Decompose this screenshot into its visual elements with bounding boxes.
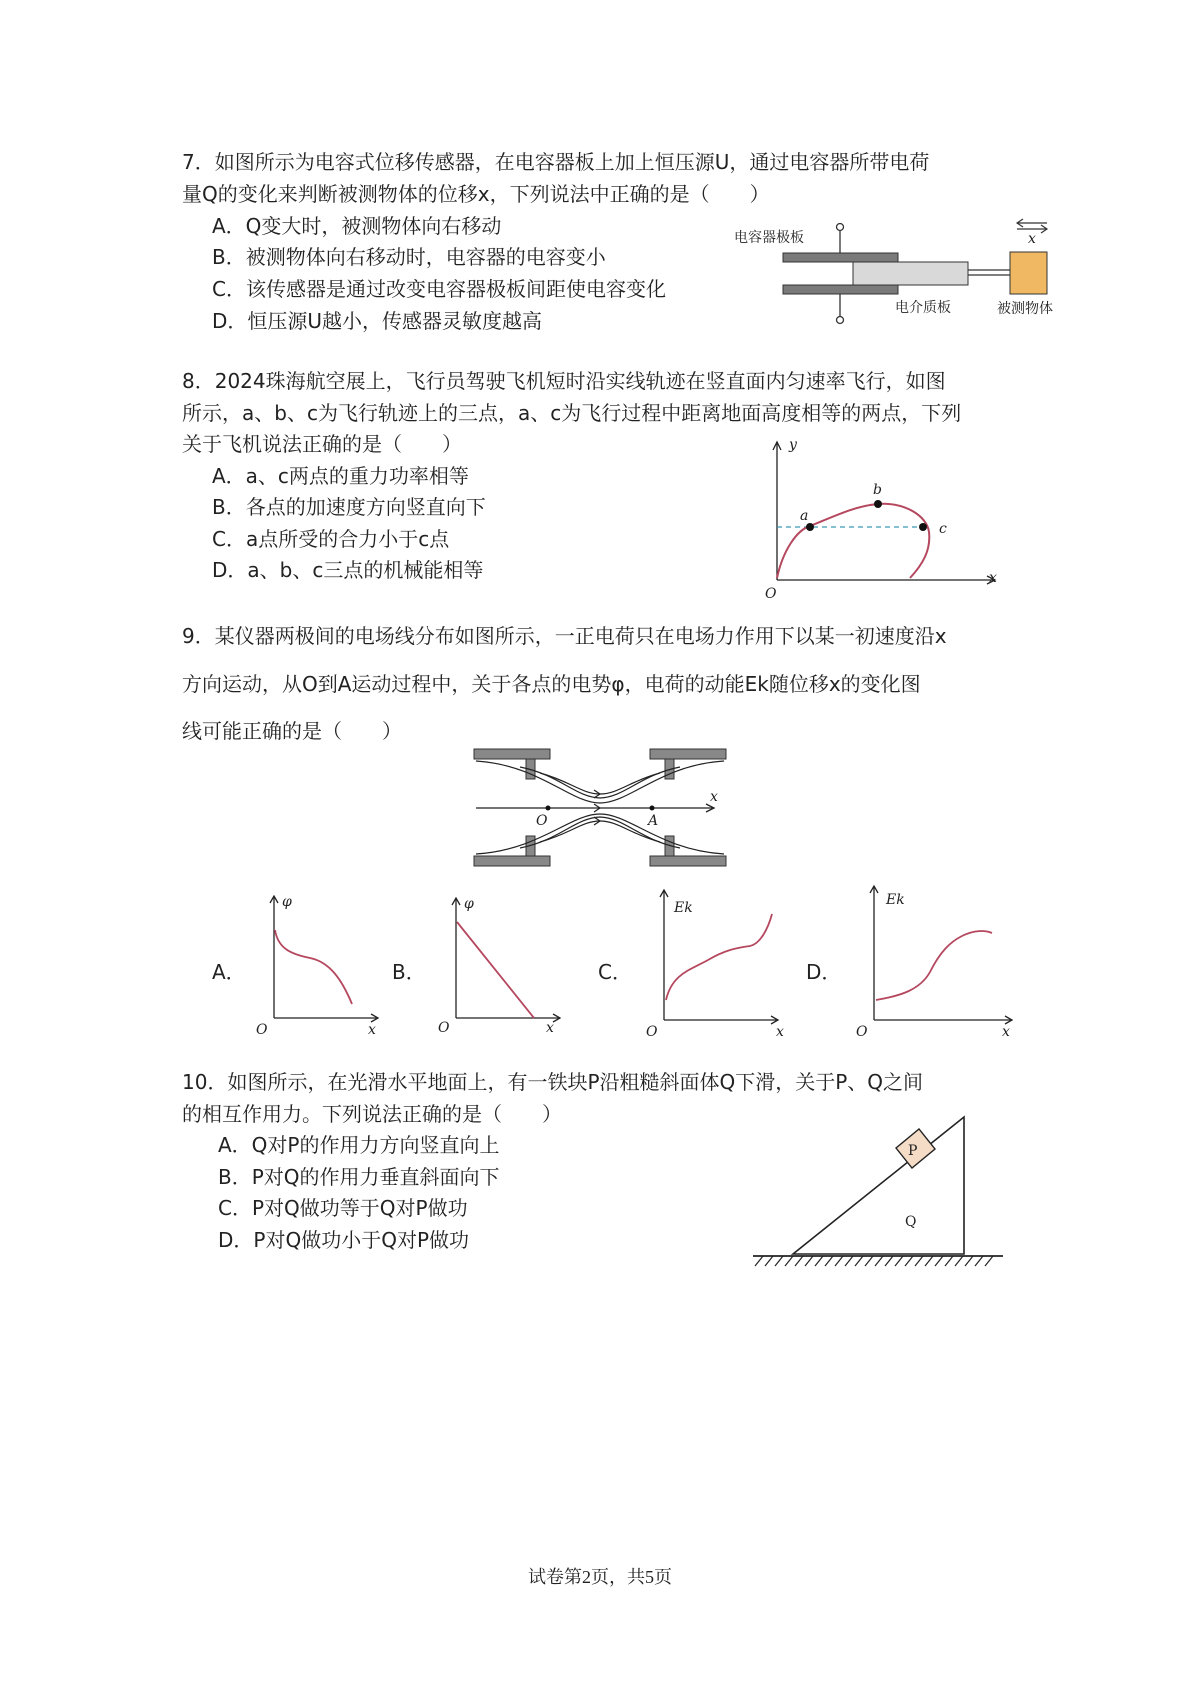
q9-stem-line3: 线可能正确的是（ ） xyxy=(182,719,402,743)
q7-object-label: 被测物体 xyxy=(997,301,1053,317)
q7-stem-line2: 量Q的变化来判断被测物体的位移x，下列说法中正确的是（ ） xyxy=(182,182,770,206)
q7-arrow-label: x xyxy=(1028,231,1036,247)
top-plate xyxy=(783,253,898,262)
q7-dielectric-label: 电介质板 xyxy=(895,300,951,316)
page-footer: 试卷第2页，共5页 xyxy=(528,1567,672,1587)
graph-a-x-label: x xyxy=(368,1022,376,1038)
incline-q xyxy=(793,1117,964,1254)
graph-a-y-label: φ xyxy=(282,894,292,910)
q9-option-a: A． xyxy=(212,960,246,984)
q9-option-c: C． xyxy=(598,960,632,984)
graph-d-curve xyxy=(876,931,992,1000)
q8-stem-line3: 关于飞机说法正确的是（ ） xyxy=(182,432,462,456)
q8-option-b: B．各点的加速度方向竖直向下 xyxy=(212,495,486,519)
q7-plate-label: 电容器极板 xyxy=(734,230,804,246)
q9-graph-c xyxy=(640,884,790,1044)
graph-d-x-label: x xyxy=(1002,1024,1010,1040)
q8-x-label: x xyxy=(989,570,997,586)
q9-graph-b xyxy=(432,892,572,1042)
point-b xyxy=(874,500,882,508)
q8-option-d: D．a、b、c三点的机械能相等 xyxy=(212,558,484,582)
q9-stem-line2: 方向运动，从O到A运动过程中，关于各点的电势φ，电荷的动能Ek随位移x的变化图 xyxy=(182,672,921,696)
q10-incline-figure xyxy=(748,1105,1010,1270)
q8-origin: O xyxy=(765,586,777,602)
q10-option-a: A．Q对P的作用力方向竖直向上 xyxy=(218,1133,500,1157)
q8-option-a: A．a、c两点的重力功率相等 xyxy=(212,464,469,488)
q9-graph-a xyxy=(250,890,390,1040)
q10-option-d: D．P对Q做功小于Q对P做功 xyxy=(218,1228,470,1252)
q8-label-c: c xyxy=(939,521,947,537)
point-a xyxy=(806,523,814,531)
q10-option-b: B．P对Q的作用力垂直斜面向下 xyxy=(218,1165,500,1189)
graph-c-x-label: x xyxy=(776,1024,784,1040)
bottom-plate xyxy=(783,285,898,294)
q9-stem-line1: 9．某仪器两极间的电场线分布如图所示，一正电荷只在电场力作用下以某一初速度沿x xyxy=(182,624,947,648)
graph-c-origin: O xyxy=(646,1024,658,1040)
q9-a-label: A xyxy=(648,813,659,829)
graph-a-origin: O xyxy=(256,1022,268,1038)
graph-c-y-label: Ek xyxy=(674,900,693,916)
graph-b-origin: O xyxy=(438,1020,450,1036)
q8-y-label: y xyxy=(789,437,797,453)
q9-option-b: B． xyxy=(392,960,426,984)
q8-label-b: b xyxy=(873,482,882,498)
q7-option-c: C．该传感器是通过改变电容器极板间距使电容变化 xyxy=(212,277,666,301)
q10-option-c: C．P对Q做功等于Q对P做功 xyxy=(218,1196,468,1220)
q10-stem-line1: 10．如图所示，在光滑水平地面上，有一铁块P沿粗糙斜面体Q下滑，关于P、Q之间 xyxy=(182,1070,924,1094)
graph-c-curve xyxy=(666,914,772,1000)
ground-hatching xyxy=(755,1256,993,1266)
q7-capacitor-figure xyxy=(725,215,1070,330)
graph-b-x-label: x xyxy=(546,1020,554,1036)
q8-stem-line2: 所示，a、b、c为飞行轨迹上的三点，a、c为飞行过程中距离地面高度相等的两点，下列 xyxy=(182,401,962,425)
q9-o-label: O xyxy=(536,813,548,829)
q8-trajectory-figure xyxy=(755,432,1015,602)
q7-stem-line1: 7．如图所示为电容式位移传感器，在电容器板上加上恒压源U，通过电容器所带电荷 xyxy=(182,150,930,174)
graph-b-y-label: φ xyxy=(464,896,474,912)
graph-d-y-label: Ek xyxy=(886,892,905,908)
measured-object xyxy=(1010,252,1047,294)
q7-option-d: D．恒压源U越小，传感器灵敏度越高 xyxy=(212,309,543,333)
q9-option-d: D． xyxy=(806,960,842,984)
q7-option-b: B．被测物体向右移动时，电容器的电容变小 xyxy=(212,245,606,269)
graph-d-origin: O xyxy=(856,1024,868,1040)
q10-q-label: Q xyxy=(905,1214,917,1230)
q9-x-label: x xyxy=(710,789,718,805)
q7-option-a: A．Q变大时，被测物体向右移动 xyxy=(212,214,502,238)
q10-p-label: P xyxy=(908,1143,918,1159)
point-c xyxy=(919,523,927,531)
q8-option-c: C．a点所受的合力小于c点 xyxy=(212,527,450,551)
graph-b-line xyxy=(457,922,534,1018)
graph-a-curve xyxy=(275,930,352,1004)
q8-label-a: a xyxy=(800,508,809,524)
q10-stem-line2: 的相互作用力。下列说法正确的是（ ） xyxy=(182,1102,562,1126)
dielectric-slab xyxy=(853,262,968,285)
q9-graph-d xyxy=(850,880,1020,1045)
q8-stem-line1: 8．2024珠海航空展上，飞行员驾驶飞机短时沿实线轨迹在竖直面内匀速率飞行，如图 xyxy=(182,369,946,393)
q9-field-figure xyxy=(470,745,730,870)
